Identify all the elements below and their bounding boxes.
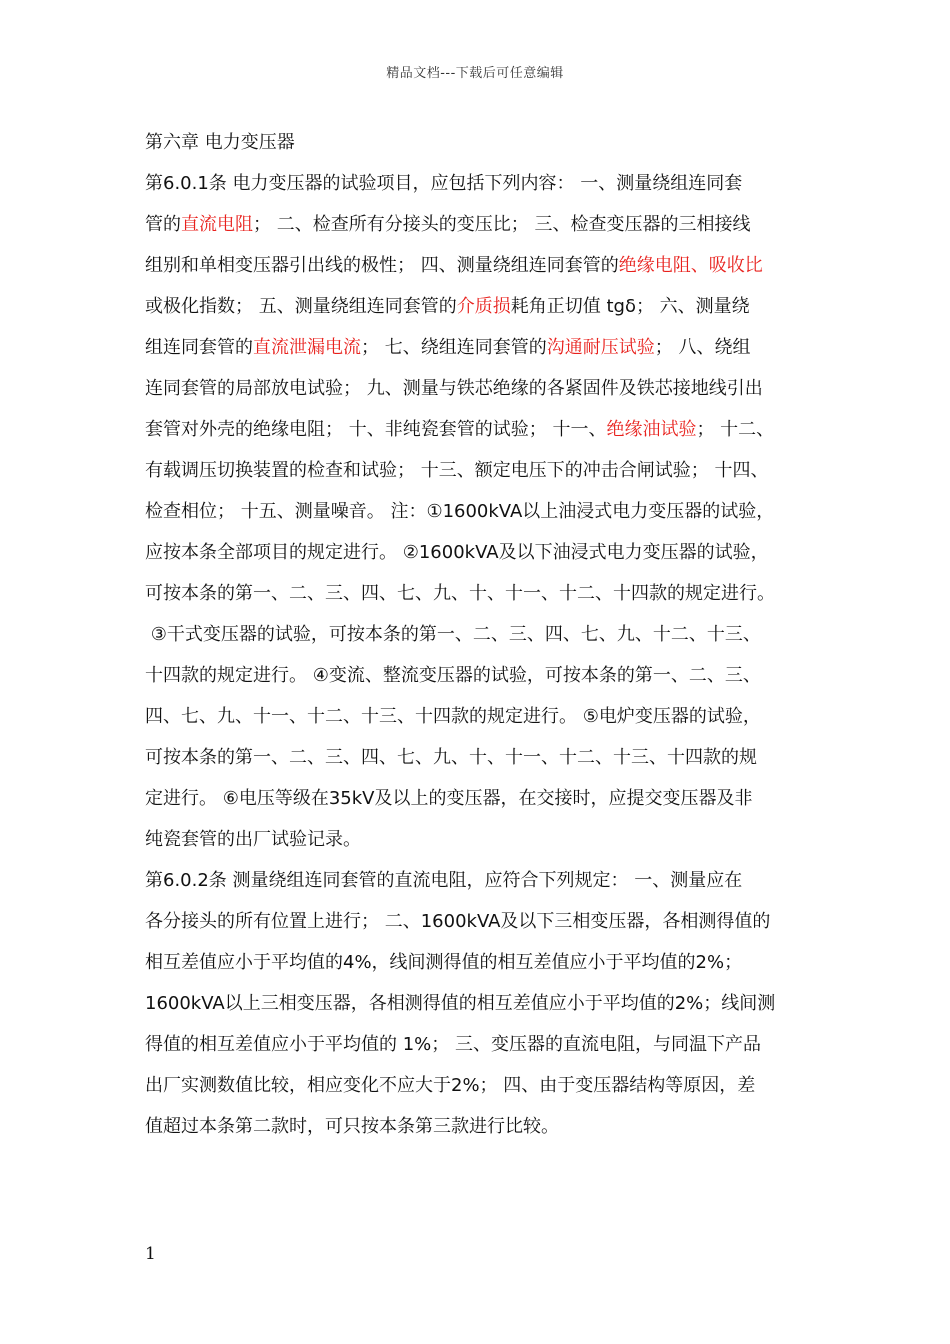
- text-segment: 管的: [145, 214, 181, 235]
- text-line: [145, 163, 835, 204]
- text-segment: 定进行。 ⑥电压等级在35kV及以上的变压器，在交接时，应提交变压器及非: [145, 788, 753, 809]
- text-segment: 各分接头的所有位置上进行； 二、1600kVA及以下三相变压器，各相测得值的: [145, 911, 771, 932]
- text-segment: 组连同套管的: [145, 337, 253, 358]
- text-line: [145, 942, 835, 983]
- text-segment: 第六章 电力变压器: [145, 132, 295, 153]
- text-line: [145, 983, 835, 1024]
- text-segment: ③干式变压器的试验，可按本条的第一、二、三、四、七、九、十二、十三、: [145, 624, 761, 645]
- text-line: [145, 696, 835, 737]
- page-number: 1: [145, 1244, 156, 1264]
- text-segment: ； 二、检查所有分接头的变压比； 三、检查变压器的三相接线: [253, 214, 751, 235]
- text-segment: 值超过本条第二款时，可只按本条第三款进行比较。: [145, 1116, 559, 1137]
- highlighted-term: 直流泄漏电流: [253, 337, 361, 358]
- page-header: 精品文档---下载后可任意编辑: [386, 66, 564, 81]
- text-line: [145, 573, 835, 614]
- text-segment: 第6.0.1条 电力变压器的试验项目，应包括下列内容： 一、测量绕组连同套: [145, 173, 743, 194]
- text-segment: ； 八、绕组: [654, 337, 751, 358]
- text-segment: 第6.0.2条 测量绕组连同套管的直流电阻，应符合下列规定： 一、测量应在: [145, 870, 743, 891]
- text-segment: 四、七、九、十一、十二、十三、十四款的规定进行。 ⑤电炉变压器的试验，: [145, 706, 761, 727]
- text-line: [145, 368, 835, 409]
- text-line: [145, 450, 835, 491]
- text-line: [145, 1024, 835, 1065]
- text-line: [145, 819, 835, 860]
- highlighted-term: 沟通耐压试验: [546, 337, 655, 358]
- text-segment: 1600kVA以上三相变压器，各相测得值的相互差值应小于平均值的2%；线间测: [145, 993, 776, 1014]
- text-segment: 套管对外壳的绝缘电阻； 十、非纯瓷套管的试验； 十一、: [145, 419, 607, 440]
- text-line: [145, 737, 835, 778]
- highlighted-term: 绝缘电阻、吸收比: [618, 255, 763, 276]
- text-segment: 或极化指数； 五、测量绕组连同套管的: [145, 296, 457, 317]
- text-segment: 得值的相互差值应小于平均值的 1%； 三、变压器的直流电阻，与同温下产品: [145, 1034, 761, 1055]
- text-line: [145, 901, 835, 942]
- text-segment: ； 十二、: [696, 419, 775, 440]
- highlighted-term: 介质损: [456, 296, 511, 317]
- text-line: [145, 327, 835, 368]
- highlighted-term: 绝缘油试验: [606, 419, 697, 440]
- document-body: [145, 122, 835, 1147]
- text-line: [145, 1065, 835, 1106]
- text-segment: 可按本条的第一、二、三、四、七、九、十、十一、十二、十三、十四款的规: [145, 747, 757, 768]
- text-segment: 连同套管的局部放电试验； 九、测量与铁芯绝缘的各紧固件及铁芯接地线引出: [145, 378, 763, 399]
- text-segment: 相互差值应小于平均值的4%，线间测得值的相互差值应小于平均值的2%；: [145, 952, 743, 973]
- text-segment: 检查相位； 十五、测量噪音。 注：①1600kVA以上油浸式电力变压器的试验，: [145, 501, 775, 522]
- text-segment: 纯瓷套管的出厂试验记录。: [145, 829, 361, 850]
- highlighted-term: 直流电阻: [181, 214, 253, 235]
- text-segment: 组别和单相变压器引出线的极性； 四、测量绕组连同套管的: [145, 255, 619, 276]
- text-segment: 应按本条全部项目的规定进行。 ②1600kVA及以下油浸式电力变压器的试验，: [145, 542, 769, 563]
- text-line: [145, 614, 835, 655]
- text-segment: 有载调压切换装置的检查和试验； 十三、额定电压下的冲击合闸试验； 十四、: [145, 460, 769, 481]
- text-segment: 十四款的规定进行。 ④变流、整流变压器的试验，可按本条的第一、二、三、: [145, 665, 761, 686]
- text-segment: 耗角正切值 tgδ； 六、测量绕: [510, 296, 750, 317]
- text-line: [145, 286, 835, 327]
- text-line: [145, 1106, 835, 1147]
- text-line: [145, 491, 835, 532]
- text-line: [145, 122, 835, 163]
- text-line: [145, 532, 835, 573]
- text-line: [145, 204, 835, 245]
- text-line: [145, 655, 835, 696]
- text-segment: 出厂实测数值比较，相应变化不应大于2%； 四、由于变压器结构等原因，差: [145, 1075, 756, 1096]
- text-line: [145, 860, 835, 901]
- text-line: [145, 409, 835, 450]
- text-segment: ； 七、绕组连同套管的: [361, 337, 547, 358]
- text-segment: 可按本条的第一、二、三、四、七、九、十、十一、十二、十四款的规定进行。: [145, 583, 775, 604]
- text-line: [145, 245, 835, 286]
- text-line: [145, 778, 835, 819]
